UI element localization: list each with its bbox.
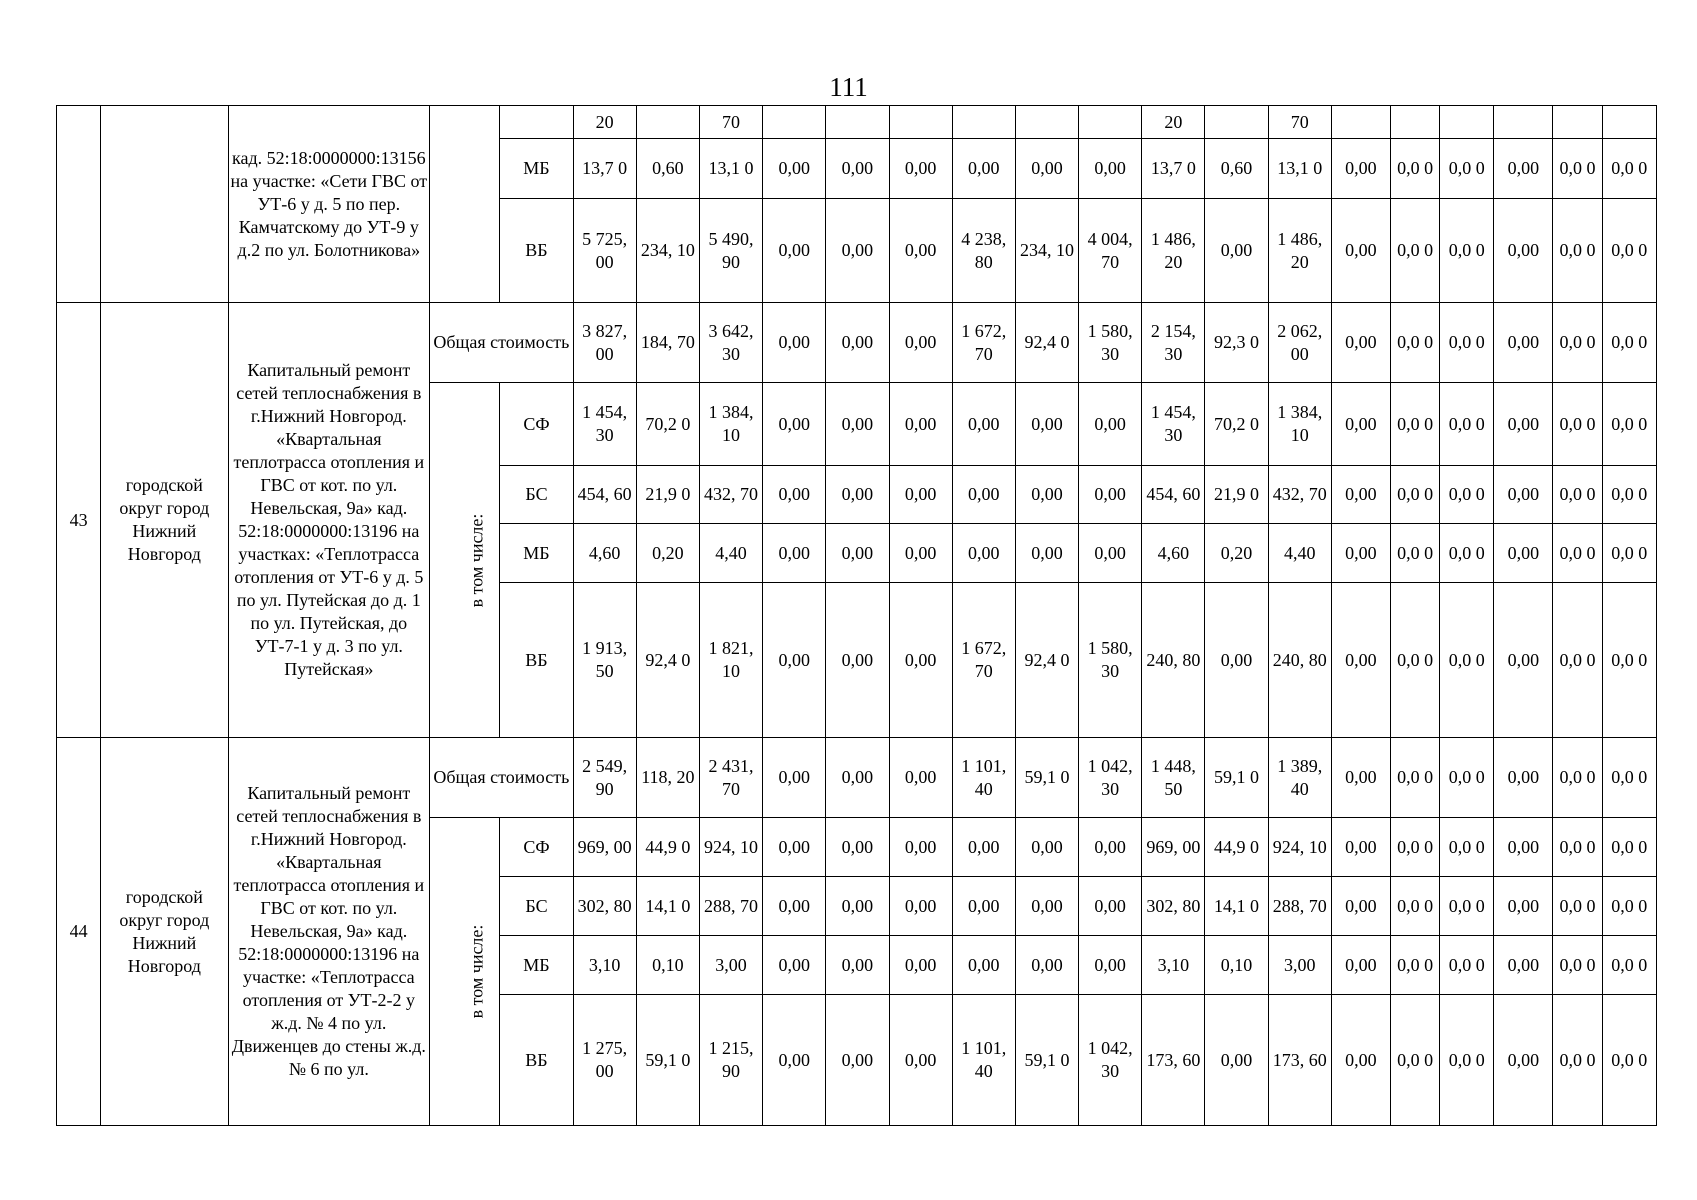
- value-cell: 0,0 0: [1440, 877, 1494, 936]
- value-cell: 0,00: [763, 936, 826, 995]
- value-cell: 0,0 0: [1440, 303, 1494, 383]
- value-cell: [1205, 106, 1268, 139]
- value-cell: 0,00: [763, 995, 826, 1126]
- value-cell: 1 913, 50: [573, 583, 636, 738]
- value-cell: 0,0 0: [1553, 995, 1602, 1126]
- value-cell: 4,60: [573, 524, 636, 583]
- value-cell: 0,0 0: [1602, 936, 1656, 995]
- value-cell: 0,00: [1079, 139, 1142, 199]
- value-cell: 1 580, 30: [1079, 303, 1142, 383]
- value-cell: [1602, 106, 1656, 139]
- value-cell: 0,00: [1205, 583, 1268, 738]
- value-cell: 4,40: [1268, 524, 1331, 583]
- value-cell: 0,00: [1494, 995, 1553, 1126]
- source-cell: МБ: [500, 524, 573, 583]
- value-cell: 1 821, 10: [699, 583, 762, 738]
- value-cell: 0,00: [1331, 383, 1390, 466]
- value-cell: 0,00: [826, 303, 889, 383]
- value-cell: 1 042, 30: [1079, 738, 1142, 818]
- value-cell: 92,4 0: [1015, 303, 1078, 383]
- value-cell: 1 101, 40: [952, 738, 1015, 818]
- value-cell: 0,0 0: [1602, 877, 1656, 936]
- value-cell: 0,0 0: [1602, 524, 1656, 583]
- value-cell: 1 672, 70: [952, 583, 1015, 738]
- value-cell: 13,1 0: [699, 139, 762, 199]
- value-cell: 0,00: [889, 524, 952, 583]
- value-cell: 0,0 0: [1391, 818, 1440, 877]
- value-cell: 454, 60: [1142, 466, 1205, 524]
- value-cell: 184, 70: [636, 303, 699, 383]
- value-cell: 0,00: [952, 139, 1015, 199]
- source-cell: СФ: [500, 818, 573, 877]
- value-cell: 1 454, 30: [1142, 383, 1205, 466]
- source-cell: МБ: [500, 139, 573, 199]
- value-cell: 0,0 0: [1391, 995, 1440, 1126]
- incl-cell: [430, 106, 500, 303]
- value-cell: 302, 80: [573, 877, 636, 936]
- value-cell: 1 448, 50: [1142, 738, 1205, 818]
- value-cell: [636, 106, 699, 139]
- value-cell: 0,00: [1331, 877, 1390, 936]
- value-cell: 118, 20: [636, 738, 699, 818]
- value-cell: 3,10: [1142, 936, 1205, 995]
- value-cell: 302, 80: [1142, 877, 1205, 936]
- value-cell: 0,00: [763, 877, 826, 936]
- value-cell: 0,0 0: [1440, 818, 1494, 877]
- value-cell: 0,00: [1331, 738, 1390, 818]
- source-cell: МБ: [500, 936, 573, 995]
- value-cell: 0,00: [763, 383, 826, 466]
- value-cell: 0,0 0: [1391, 199, 1440, 303]
- value-cell: 0,00: [826, 383, 889, 466]
- value-cell: 0,00: [1494, 139, 1553, 199]
- value-cell: 4,60: [1142, 524, 1205, 583]
- value-cell: 0,00: [1079, 877, 1142, 936]
- table-body: [57, 106, 1657, 1126]
- value-cell: 1 215, 90: [699, 995, 762, 1126]
- value-cell: 0,00: [1331, 818, 1390, 877]
- value-cell: [826, 106, 889, 139]
- value-cell: 1 580, 30: [1079, 583, 1142, 738]
- value-cell: 0,00: [952, 936, 1015, 995]
- value-cell: 1 486, 20: [1268, 199, 1331, 303]
- value-cell: 0,0 0: [1391, 303, 1440, 383]
- value-cell: 13,7 0: [573, 139, 636, 199]
- value-cell: 0,00: [1494, 936, 1553, 995]
- value-cell: 0,00: [1079, 466, 1142, 524]
- page-number: 111: [829, 72, 868, 102]
- value-cell: 3,10: [573, 936, 636, 995]
- value-cell: 44,9 0: [1205, 818, 1268, 877]
- item-number: 44: [57, 738, 101, 1126]
- value-cell: 92,3 0: [1205, 303, 1268, 383]
- incl-cell: [430, 383, 500, 738]
- value-cell: 21,9 0: [636, 466, 699, 524]
- value-cell: 0,00: [763, 303, 826, 383]
- value-cell: 0,00: [889, 199, 952, 303]
- value-cell: 4 004, 70: [1079, 199, 1142, 303]
- value-cell: 432, 70: [1268, 466, 1331, 524]
- value-cell: 0,00: [1494, 466, 1553, 524]
- value-cell: 0,0 0: [1391, 383, 1440, 466]
- value-cell: 0,00: [889, 936, 952, 995]
- value-cell: 0,00: [1331, 303, 1390, 383]
- value-cell: 0,00: [1331, 139, 1390, 199]
- value-cell: 0,00: [763, 466, 826, 524]
- value-cell: [889, 106, 952, 139]
- value-cell: 0,00: [1015, 524, 1078, 583]
- value-cell: 0,0 0: [1553, 139, 1602, 199]
- value-cell: 0,0 0: [1553, 583, 1602, 738]
- value-cell: 1 384, 10: [699, 383, 762, 466]
- value-cell: 432, 70: [699, 466, 762, 524]
- value-cell: 1 042, 30: [1079, 995, 1142, 1126]
- value-cell: 20: [1142, 106, 1205, 139]
- value-cell: 0,00: [1015, 877, 1078, 936]
- value-cell: 0,00: [826, 995, 889, 1126]
- value-cell: 3,00: [1268, 936, 1331, 995]
- value-cell: 0,00: [826, 139, 889, 199]
- value-cell: 0,00: [763, 139, 826, 199]
- value-cell: 1 486, 20: [1142, 199, 1205, 303]
- value-cell: 1 389, 40: [1268, 738, 1331, 818]
- value-cell: 3,00: [699, 936, 762, 995]
- value-cell: 0,0 0: [1440, 466, 1494, 524]
- value-cell: 2 062, 00: [1268, 303, 1331, 383]
- value-cell: 4 238, 80: [952, 199, 1015, 303]
- value-cell: 59,1 0: [1015, 995, 1078, 1126]
- value-cell: 0,00: [1015, 466, 1078, 524]
- value-cell: 70: [1268, 106, 1331, 139]
- value-cell: 70,2 0: [1205, 383, 1268, 466]
- value-cell: 969, 00: [573, 818, 636, 877]
- value-cell: 0,0 0: [1440, 524, 1494, 583]
- value-cell: 0,00: [889, 738, 952, 818]
- value-cell: 240, 80: [1268, 583, 1331, 738]
- table-row: [57, 303, 1657, 383]
- value-cell: 92,4 0: [1015, 583, 1078, 738]
- value-cell: 924, 10: [699, 818, 762, 877]
- value-cell: 0,10: [636, 936, 699, 995]
- value-cell: 0,20: [636, 524, 699, 583]
- num-cell: [57, 106, 101, 303]
- municipality-cell: [101, 106, 228, 303]
- value-cell: 0,0 0: [1602, 383, 1656, 466]
- value-cell: 0,0 0: [1440, 738, 1494, 818]
- incl-label: в том числе:: [466, 924, 487, 1019]
- source-cell: БС: [500, 466, 573, 524]
- value-cell: 0,0 0: [1440, 583, 1494, 738]
- value-cell: 2 154, 30: [1142, 303, 1205, 383]
- value-cell: 0,00: [1331, 199, 1390, 303]
- value-cell: 0,00: [1079, 524, 1142, 583]
- value-cell: 0,00: [1494, 818, 1553, 877]
- value-cell: 3 642, 30: [699, 303, 762, 383]
- value-cell: 0,0 0: [1602, 738, 1656, 818]
- value-cell: 0,00: [952, 383, 1015, 466]
- value-cell: 0,00: [1331, 936, 1390, 995]
- value-cell: 0,00: [826, 738, 889, 818]
- value-cell: 0,00: [763, 524, 826, 583]
- value-cell: 20: [573, 106, 636, 139]
- value-cell: [1494, 106, 1553, 139]
- value-cell: [1331, 106, 1390, 139]
- value-cell: 0,0 0: [1553, 936, 1602, 995]
- value-cell: 59,1 0: [636, 995, 699, 1126]
- value-cell: 0,00: [1331, 583, 1390, 738]
- value-cell: 0,00: [889, 995, 952, 1126]
- value-cell: 0,00: [1494, 524, 1553, 583]
- value-cell: 0,00: [826, 877, 889, 936]
- value-cell: 0,00: [889, 818, 952, 877]
- value-cell: 0,00: [952, 818, 1015, 877]
- value-cell: [1391, 106, 1440, 139]
- value-cell: 0,00: [889, 139, 952, 199]
- value-cell: 0,0 0: [1553, 877, 1602, 936]
- value-cell: 234, 10: [636, 199, 699, 303]
- value-cell: 0,00: [889, 877, 952, 936]
- value-cell: 0,0 0: [1553, 466, 1602, 524]
- value-cell: 0,0 0: [1553, 303, 1602, 383]
- source-cell: СФ: [500, 383, 573, 466]
- value-cell: 1 275, 00: [573, 995, 636, 1126]
- value-cell: 0,00: [1494, 583, 1553, 738]
- source-cell: [500, 106, 573, 139]
- value-cell: 0,00: [889, 303, 952, 383]
- value-cell: [1553, 106, 1602, 139]
- value-cell: 4,40: [699, 524, 762, 583]
- table-row: [57, 106, 1657, 139]
- value-cell: 0,00: [1331, 995, 1390, 1126]
- value-cell: 173, 60: [1142, 995, 1205, 1126]
- value-cell: 0,0 0: [1602, 995, 1656, 1126]
- value-cell: 0,60: [636, 139, 699, 199]
- table-row: [57, 738, 1657, 818]
- value-cell: 0,00: [826, 583, 889, 738]
- value-cell: 0,0 0: [1391, 139, 1440, 199]
- value-cell: 0,00: [1494, 383, 1553, 466]
- total-cost-label: Общая стоимость: [430, 738, 573, 818]
- value-cell: 0,0 0: [1440, 199, 1494, 303]
- value-cell: 0,0 0: [1553, 199, 1602, 303]
- value-cell: 2 549, 90: [573, 738, 636, 818]
- value-cell: 0,0 0: [1553, 738, 1602, 818]
- value-cell: 924, 10: [1268, 818, 1331, 877]
- value-cell: 5 490, 90: [699, 199, 762, 303]
- value-cell: 234, 10: [1015, 199, 1078, 303]
- value-cell: 0,00: [763, 738, 826, 818]
- value-cell: 14,1 0: [636, 877, 699, 936]
- incl-label: в том числе:: [466, 513, 487, 607]
- value-cell: 2 431, 70: [699, 738, 762, 818]
- value-cell: 0,0 0: [1553, 818, 1602, 877]
- value-cell: 0,0 0: [1553, 524, 1602, 583]
- value-cell: 70: [699, 106, 762, 139]
- value-cell: 13,7 0: [1142, 139, 1205, 199]
- value-cell: [1079, 106, 1142, 139]
- value-cell: 0,00: [1331, 524, 1390, 583]
- value-cell: 0,00: [1205, 199, 1268, 303]
- value-cell: 0,00: [1494, 877, 1553, 936]
- value-cell: 5 725, 00: [573, 199, 636, 303]
- value-cell: 0,00: [763, 583, 826, 738]
- value-cell: 0,00: [826, 466, 889, 524]
- value-cell: 59,1 0: [1015, 738, 1078, 818]
- funding-table: [56, 105, 1657, 1126]
- value-cell: 0,0 0: [1602, 139, 1656, 199]
- value-cell: 0,0 0: [1440, 995, 1494, 1126]
- value-cell: 0,00: [1494, 303, 1553, 383]
- description-cell: кад. 52:18:0000000:13156 на участке: «Сети ГВС от УТ-6 у д. 5 по пер. Камчатскому до УТ-9 у д.2 по ул. Болотникова»: [228, 106, 430, 303]
- total-cost-label: Общая стоимость: [430, 303, 573, 383]
- value-cell: 0,0 0: [1553, 383, 1602, 466]
- value-cell: [952, 106, 1015, 139]
- value-cell: 0,00: [952, 877, 1015, 936]
- municipality-cell: городской округ город Нижний Новгород: [101, 303, 228, 738]
- value-cell: 0,00: [826, 524, 889, 583]
- value-cell: 454, 60: [573, 466, 636, 524]
- value-cell: 0,0 0: [1391, 877, 1440, 936]
- value-cell: 288, 70: [699, 877, 762, 936]
- value-cell: 0,0 0: [1602, 583, 1656, 738]
- value-cell: 0,00: [826, 936, 889, 995]
- value-cell: 59,1 0: [1205, 738, 1268, 818]
- item-number: 43: [57, 303, 101, 738]
- value-cell: 0,00: [1015, 139, 1078, 199]
- value-cell: 0,00: [889, 466, 952, 524]
- value-cell: 0,0 0: [1391, 936, 1440, 995]
- description-cell: Капитальный ремонт сетей теплоснабжения в г.Нижний Новгород. «Квартальная теплотрасса отопления и ГВС от кот. по ул. Невельская, 9а» кад. 52:18:0000000:13196 на участках: «Теплотрасса отопления от УТ-6 у д. 5 по ул. Путейская до д. 1 по ул. Путейская, до УТ-7-1 у д. 3 по ул. Путейская»: [228, 303, 430, 738]
- value-cell: 0,10: [1205, 936, 1268, 995]
- value-cell: 0,20: [1205, 524, 1268, 583]
- value-cell: 0,00: [952, 466, 1015, 524]
- value-cell: 0,0 0: [1440, 139, 1494, 199]
- value-cell: 0,00: [1015, 383, 1078, 466]
- value-cell: 70,2 0: [636, 383, 699, 466]
- value-cell: 0,00: [826, 199, 889, 303]
- municipality-cell: городской округ город Нижний Новгород: [101, 738, 228, 1126]
- value-cell: [1015, 106, 1078, 139]
- value-cell: [1440, 106, 1494, 139]
- description-cell: Капитальный ремонт сетей теплоснабжения в г.Нижний Новгород. «Квартальная теплотрасса отопления и ГВС от кот. по ул. Невельская, 9а» кад. 52:18:0000000:13196 на участке: «Теплотрасса отопления от УТ-2-2 у ж.д. № 4 по ул. Движенцев до стены ж.д. № 6 по ул.: [228, 738, 430, 1126]
- value-cell: 0,0 0: [1602, 818, 1656, 877]
- value-cell: 21,9 0: [1205, 466, 1268, 524]
- source-cell: ВБ: [500, 583, 573, 738]
- value-cell: 288, 70: [1268, 877, 1331, 936]
- value-cell: 0,0 0: [1391, 583, 1440, 738]
- value-cell: [763, 106, 826, 139]
- value-cell: 92,4 0: [636, 583, 699, 738]
- value-cell: 1 454, 30: [573, 383, 636, 466]
- value-cell: 0,0 0: [1391, 738, 1440, 818]
- value-cell: 0,00: [1015, 936, 1078, 995]
- value-cell: 44,9 0: [636, 818, 699, 877]
- value-cell: 1 672, 70: [952, 303, 1015, 383]
- source-cell: БС: [500, 877, 573, 936]
- value-cell: 1 384, 10: [1268, 383, 1331, 466]
- source-cell: ВБ: [500, 995, 573, 1126]
- value-cell: 0,00: [1205, 995, 1268, 1126]
- source-cell: ВБ: [500, 199, 573, 303]
- incl-cell: [430, 818, 500, 1126]
- value-cell: 0,00: [889, 583, 952, 738]
- value-cell: 3 827, 00: [573, 303, 636, 383]
- value-cell: 0,00: [1079, 936, 1142, 995]
- value-cell: 0,00: [763, 199, 826, 303]
- value-cell: 0,00: [1494, 199, 1553, 303]
- value-cell: 0,0 0: [1440, 383, 1494, 466]
- value-cell: 0,0 0: [1391, 524, 1440, 583]
- value-cell: 0,00: [952, 524, 1015, 583]
- value-cell: 0,0 0: [1602, 466, 1656, 524]
- value-cell: 0,00: [826, 818, 889, 877]
- value-cell: 0,0 0: [1391, 466, 1440, 524]
- value-cell: 0,00: [1331, 466, 1390, 524]
- value-cell: 1 101, 40: [952, 995, 1015, 1126]
- value-cell: 0,0 0: [1602, 199, 1656, 303]
- value-cell: 969, 00: [1142, 818, 1205, 877]
- value-cell: 0,60: [1205, 139, 1268, 199]
- value-cell: 0,00: [1079, 818, 1142, 877]
- value-cell: 0,00: [889, 383, 952, 466]
- value-cell: 240, 80: [1142, 583, 1205, 738]
- value-cell: 0,00: [1494, 738, 1553, 818]
- value-cell: 0,0 0: [1602, 303, 1656, 383]
- value-cell: 13,1 0: [1268, 139, 1331, 199]
- value-cell: 0,00: [1015, 818, 1078, 877]
- value-cell: 173, 60: [1268, 995, 1331, 1126]
- value-cell: 0,0 0: [1440, 936, 1494, 995]
- value-cell: 14,1 0: [1205, 877, 1268, 936]
- value-cell: 0,00: [763, 818, 826, 877]
- value-cell: 0,00: [1079, 383, 1142, 466]
